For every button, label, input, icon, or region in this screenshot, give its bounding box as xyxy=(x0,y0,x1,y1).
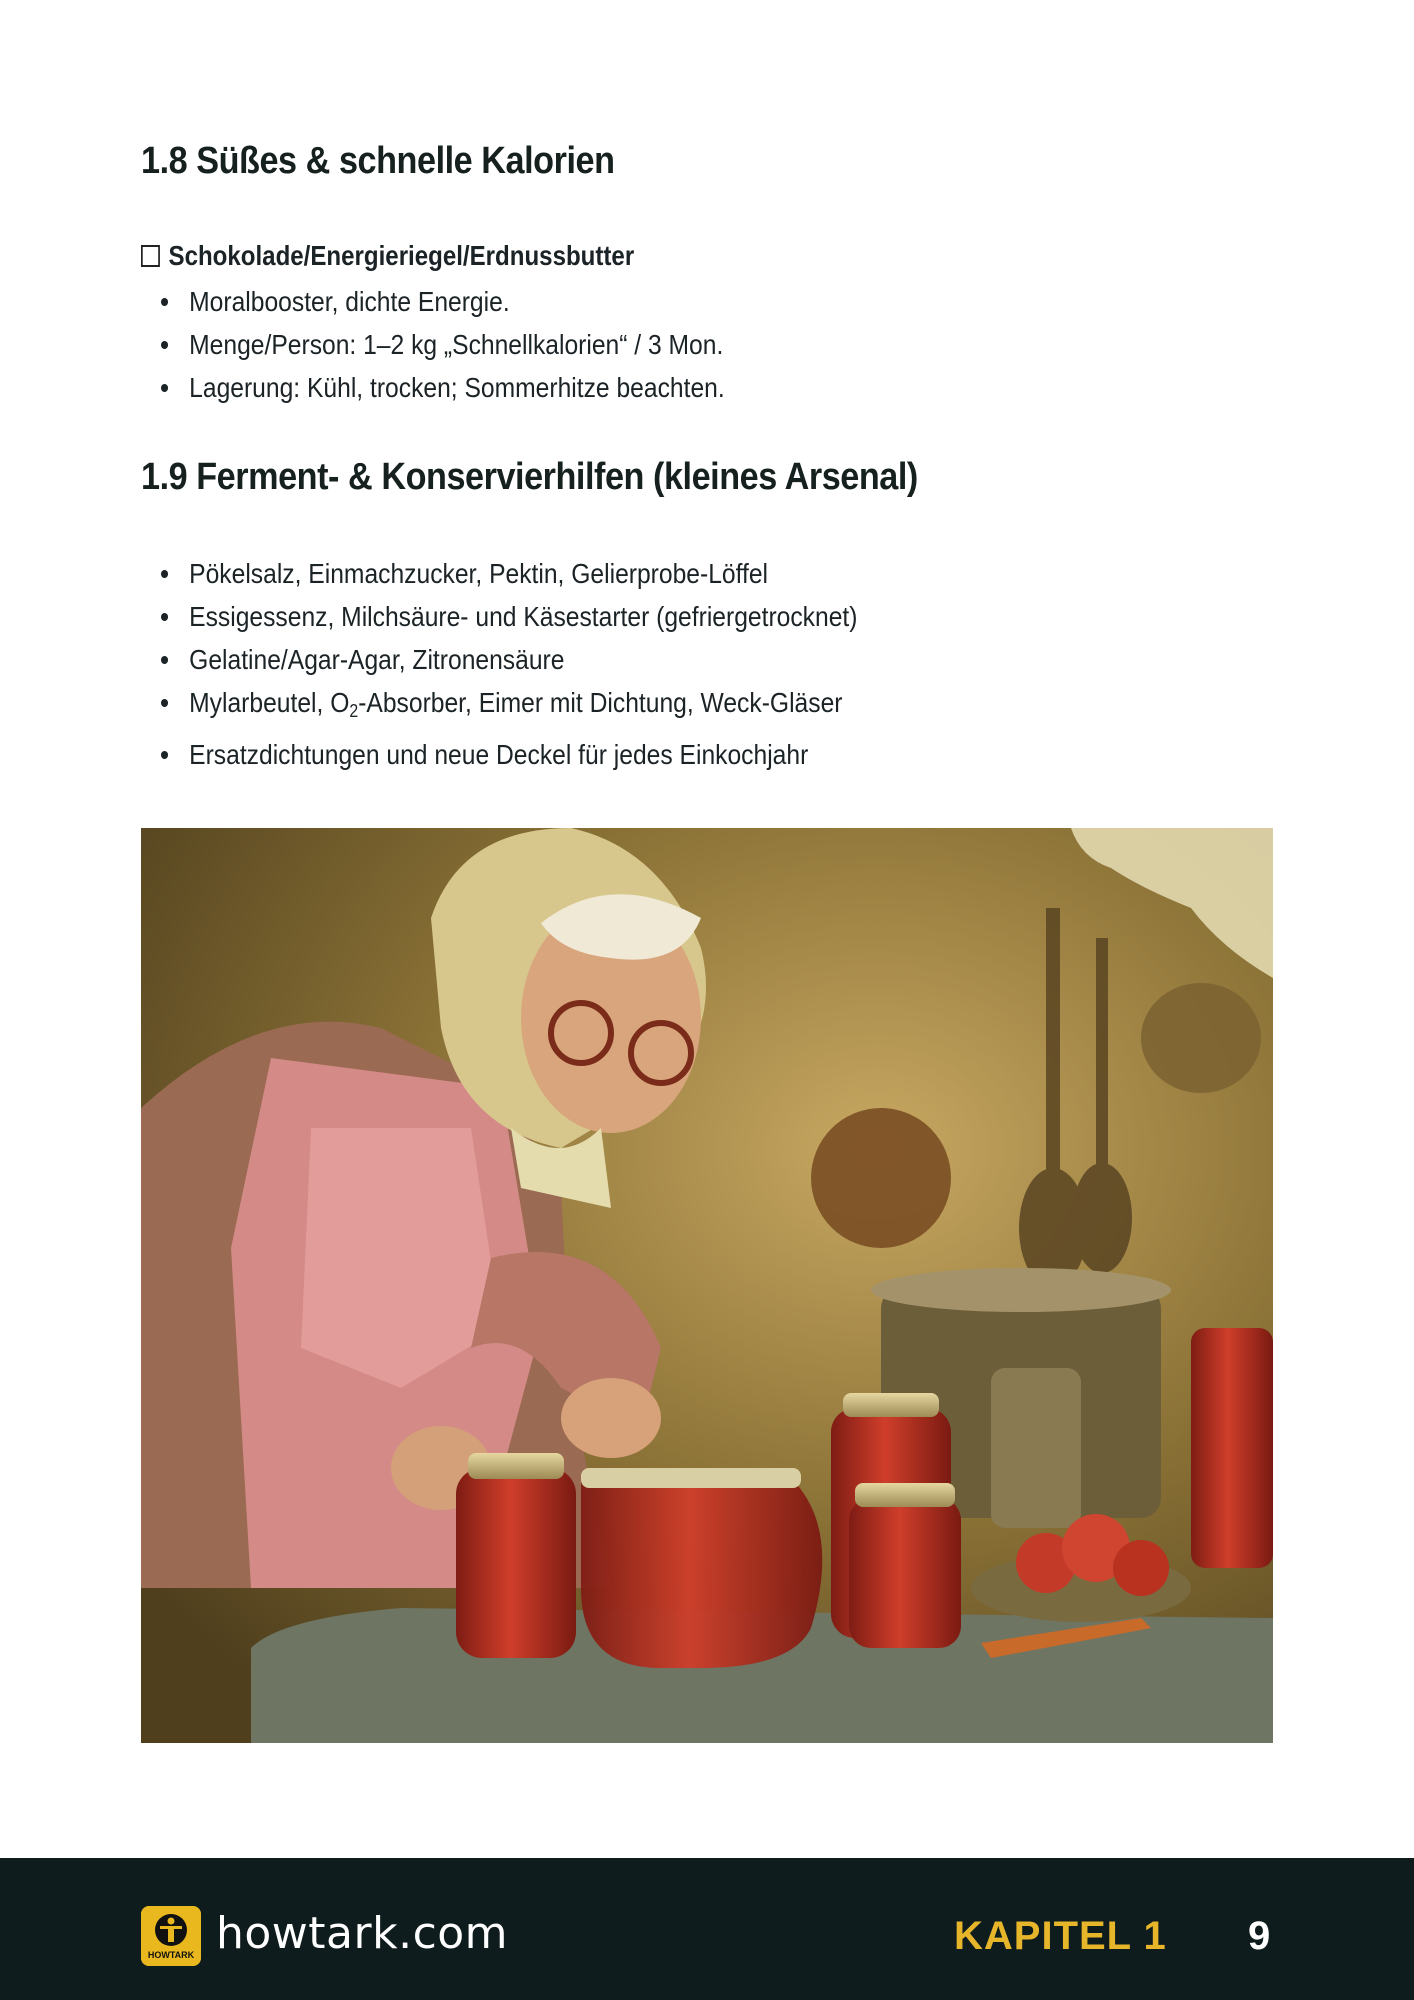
bullet-list-1-8 xyxy=(161,280,802,409)
bullet-list-1-9 xyxy=(161,552,952,776)
list-item: Ersatzdichtungen und neue Deckel für jedes Einkochjahr xyxy=(161,733,857,776)
illustration-woman-canning-tomatoes xyxy=(141,828,1273,1743)
list-item: Menge/Person: 1–2 kg „Schnellkalorien“ / 3 Mon. xyxy=(161,323,725,366)
list-item: Pökelsalz, Einmachzucker, Pektin, Gelierprobe-Löffel xyxy=(161,552,857,595)
list-item: Moralbooster, dichte Energie. xyxy=(161,280,725,323)
list-item: Mylarbeutel, $O_2$-Absorber, Eimer mit Dichtung, Weck-Gläser xyxy=(161,681,857,733)
list-item: Gelatine/Agar-Agar, Zitronensäure xyxy=(161,638,857,681)
checklist-item-label: Schokolade/Energieriegel/Erdnussbutter xyxy=(168,240,635,271)
howtark-logo[interactable] xyxy=(141,1906,201,1966)
checkbox[interactable] xyxy=(141,245,160,267)
section-heading-1-9: 1.9 Ferment- & Konservierhilfen (kleines Arsenal) xyxy=(141,456,918,498)
page-number: 9 xyxy=(1248,1914,1271,1958)
list-item: Lagerung: Kühl, trocken; Sommerhitze beachten. xyxy=(161,366,725,409)
list-item: Essigessenz, Milchsäure- und Käsestarter (gefriergetrocknet) xyxy=(161,595,857,638)
section-heading-1-8: 1.8 Süßes & schnelle Kalorien xyxy=(141,140,615,182)
site-url[interactable]: howtark.com xyxy=(216,1908,509,1959)
svg-text:HOWTARK: HOWTARK xyxy=(147,1950,195,1960)
page-footer xyxy=(0,1858,1414,2000)
checklist-item[interactable] xyxy=(141,240,634,272)
chapter-label: KAPITEL 1 xyxy=(954,1914,1167,1958)
